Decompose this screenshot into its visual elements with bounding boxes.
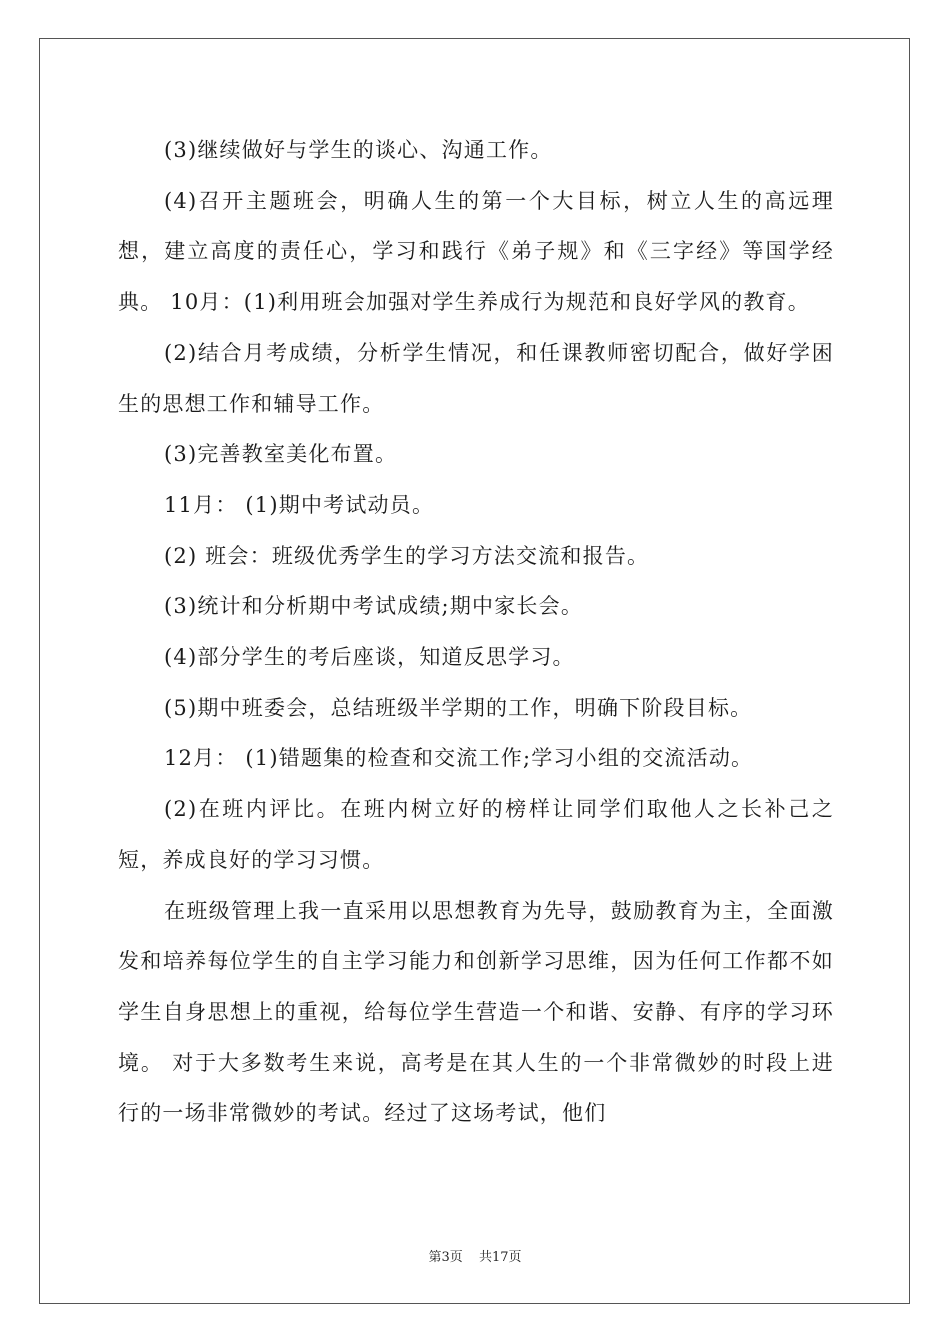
paragraph: 在班级管理上我一直采用以思想教育为先导，鼓励教育为主，全面激发和培养每位学生的自主学习能力和创新学习思维，因为任何工作都不如学生自身思想上的重视，给每位学生营造一个和谐、安静、有序的学习环境。 对于大多数考生来说，高考是在其人生的一个非常微妙的时段上进行的一场非常微妙的考试。经过了这场考试，他们 — [118, 898, 834, 1126]
page-number: 第3页 — [428, 1250, 463, 1265]
paragraph: (2)在班内评比。在班内树立好的榜样让同学们取他人之长补己之短，养成良好的学习习惯。 — [118, 797, 834, 872]
document-body — [118, 125, 834, 1139]
paragraph: (2)结合月考成绩，分析学生情况，和任课教师密切配合，做好学困生的思想工作和辅导工作。 — [118, 340, 834, 416]
paragraph: 12月： (1)错题集的检查和交流工作;学习小组的交流活动。 — [164, 746, 754, 771]
page-total: 共17页 — [478, 1250, 522, 1265]
paragraph: (4)召开主题班会，明确人生的第一个大目标，树立人生的高远理想，建立高度的责任心，学习和践行《弟子规》和《三字经》等国学经典。 10月：(1)利用班会加强对学生养成行为规范和良好学风的教育。 — [118, 188, 834, 315]
page-footer — [0, 1246, 950, 1265]
paragraph: (3)统计和分析期中考试成绩;期中家长会。 — [164, 594, 584, 619]
paragraph: (4)部分学生的考后座谈，知道反思学习。 — [164, 645, 575, 670]
paragraph: (3)继续做好与学生的谈心、沟通工作。 — [164, 138, 553, 162]
paragraph: (5)期中班委会，总结班级半学期的工作，明确下阶段目标。 — [164, 695, 753, 720]
paragraph: (3)完善教室美化布置。 — [164, 442, 398, 467]
paragraph: 11月： (1)期中考试动员。 — [164, 492, 435, 517]
paragraph: (2) 班会：班级优秀学生的学习方法交流和报告。 — [164, 543, 650, 568]
